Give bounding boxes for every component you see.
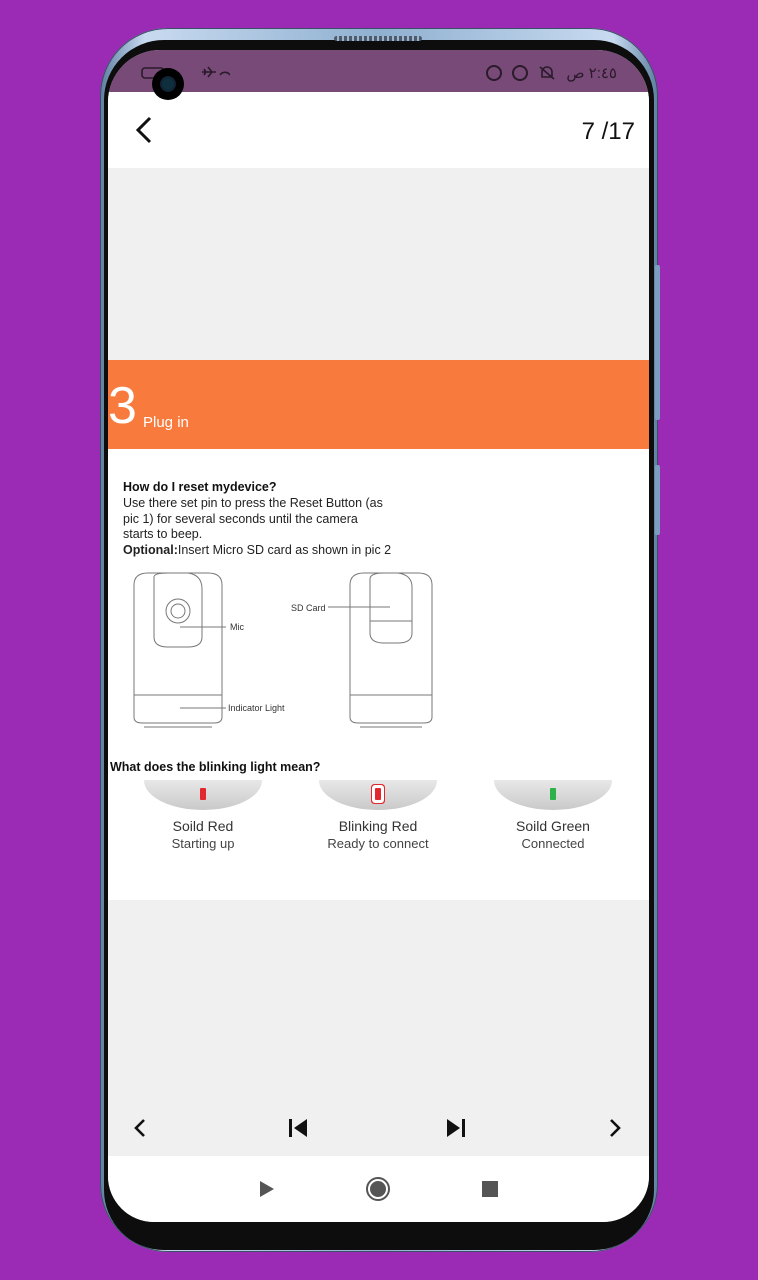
camera-dome [144, 780, 262, 810]
square-icon [481, 1180, 499, 1198]
system-recents-button[interactable] [473, 1172, 507, 1206]
mic-label: Mic [230, 622, 244, 632]
led-blinking-red-icon [375, 788, 381, 800]
page-navigation [108, 1098, 649, 1156]
reset-line: starts to beep. [123, 527, 203, 541]
volume-button [655, 265, 660, 420]
status-desc: Connected [521, 836, 585, 851]
camera-front-illustration [134, 573, 226, 727]
status-right-icons [486, 64, 617, 82]
camera-top-illustration [328, 573, 432, 727]
status-desc: Starting up [171, 836, 235, 851]
blinking-question: What does the blinking light mean? [110, 760, 321, 774]
status-blinking-red [303, 780, 453, 851]
step-number: 3 [108, 377, 137, 435]
reset-line: Use there set pin to press the Reset Button (as [123, 496, 383, 510]
led-green-icon [550, 788, 556, 800]
page-counter: 7 /17 [581, 118, 635, 145]
pdf-page [108, 360, 649, 900]
step-banner [108, 360, 649, 449]
status-name: Blinking Red [338, 818, 418, 834]
power-button [655, 465, 660, 535]
sd-card-label: SD Card [291, 603, 326, 613]
reset-question: How do I reset mydevice? [123, 480, 277, 494]
status-time: ٢:٤٥ ص [566, 65, 617, 82]
status-bar [108, 50, 649, 92]
system-navigation-bar [108, 1156, 649, 1222]
reset-instructions [123, 496, 423, 558]
wifi-icon [220, 72, 230, 75]
next-page-button[interactable] [595, 1108, 635, 1148]
status-name: Soild Green [516, 818, 590, 834]
status-solid-red [128, 780, 278, 851]
screen [108, 50, 649, 1222]
camera-dome [319, 780, 437, 810]
status-solid-green [478, 780, 628, 851]
status-desc: Ready to connect [327, 836, 429, 851]
system-back-button[interactable] [250, 1172, 284, 1206]
indicator-light-label: Indicator Light [228, 703, 285, 713]
optional-label: Optional: [123, 542, 178, 557]
pdf-viewer[interactable] [108, 168, 649, 1038]
last-page-button[interactable] [436, 1108, 476, 1148]
home-circle-icon [365, 1176, 391, 1202]
skip-next-icon [445, 1117, 467, 1139]
step-title: Plug in [143, 414, 189, 431]
play-triangle-icon [258, 1179, 276, 1199]
led-red-icon [200, 788, 206, 800]
airplane-icon [202, 67, 216, 77]
reset-line: pic 1) for several seconds until the camera [123, 511, 358, 526]
camera-diagram [128, 565, 448, 735]
top-app-bar [108, 92, 649, 168]
earpiece-speaker [334, 36, 422, 41]
front-camera [152, 68, 184, 100]
previous-page-button[interactable] [120, 1108, 160, 1148]
system-home-button[interactable] [361, 1172, 395, 1206]
optional-text: Insert Micro SD card as shown in pic 2 [177, 542, 392, 557]
mute-icon [538, 65, 556, 81]
back-button[interactable] [124, 110, 164, 150]
chevron-right-icon [608, 1117, 622, 1139]
sync-icon [512, 65, 528, 81]
optional-line [123, 543, 423, 559]
vibrate-icon [486, 65, 502, 81]
camera-dome [494, 780, 612, 810]
status-name: Soild Red [172, 818, 234, 834]
skip-previous-icon [287, 1117, 309, 1139]
chevron-left-icon [133, 115, 155, 145]
chevron-left-icon [133, 1117, 147, 1139]
first-page-button[interactable] [278, 1108, 318, 1148]
